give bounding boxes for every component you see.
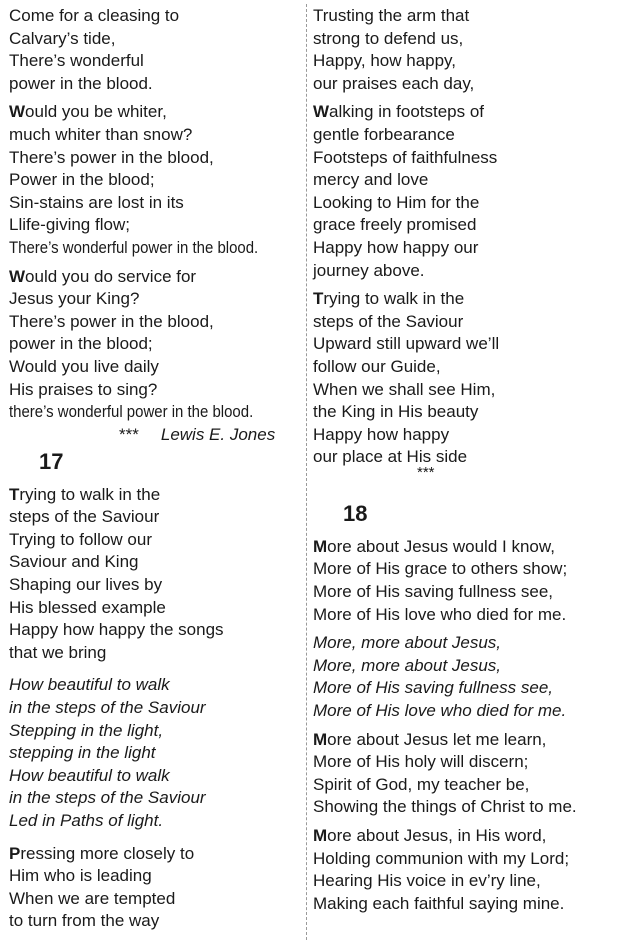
chorus-line: How beautiful to walk [9,675,170,695]
lyric-line: Would you do service for [9,266,197,286]
lyric-line: steps of the Saviour [313,311,464,331]
lyric-line: Would you be whiter, [9,102,167,122]
lyric-line: Him who is leading [9,866,152,886]
lyric-line: Happy how happy our [313,237,479,257]
lyric-line: Happy how happy the songs [9,620,224,640]
stanza [9,484,301,665]
lyric-line: Calvary’s tide, [9,28,116,48]
lyric-line: Showing the things of Christ to me. [313,797,577,817]
lyric-line: Saviour and King [9,552,139,572]
lyric-line: Footsteps of faithfulness [313,147,498,167]
lyric-line: Trying to walk in the [9,484,161,504]
stanza [313,101,618,282]
lyric-line: strong to defend us, [313,28,464,48]
stanza-initial: T [9,484,20,504]
chorus [9,674,301,832]
lyric-line: Would you live daily [9,356,159,376]
stanza-initial: M [313,729,328,749]
lyric-line: There’s wonderful [9,51,144,71]
lyric-line: mercy and love [313,170,429,190]
stanza [313,729,618,819]
lyric-line: There’s power in the blood, [9,147,214,167]
lyric-line: gentle forbearance [313,124,455,144]
stanza-initial: T [313,289,324,309]
author-name: Lewis E. Jones [160,424,276,444]
stanza [313,825,618,915]
lyric-line: More of His holy will discern; [313,752,529,772]
lyric-line: When we shall see Him, [313,379,496,399]
lyric-line: much whiter than snow? [9,124,193,144]
lyric-line: journey above. [313,260,425,280]
stanza-initial: M [313,536,328,556]
lyric-line: our place at His side [313,447,468,467]
lyric-line: There’s wonderful power in the blood. [9,237,259,257]
lyric-line: More of His grace to others show; [313,559,568,579]
lyric-line: Hearing His voice in ev’ry line, [313,871,541,891]
lyric-line: there’s wonderful power in the blood. [9,402,254,422]
hymn-number: 17 [39,448,64,474]
lyric-line: power in the blood; [9,334,153,354]
lyric-line: Spirit of God, my teacher be, [313,774,530,794]
lyric-line: Pressing more closely to [9,843,195,863]
chorus-line: Stepping in the light, [9,720,164,740]
lyric-line: Happy how happy [313,424,450,444]
lyric-line: Come for a cleasing to [9,6,180,25]
lyric-line: follow our Guide, [313,356,441,376]
stanza-initial: W [9,102,26,122]
lyric-line: Happy, how happy, [313,51,457,71]
lyric-line: More of His saving fullness see, [313,582,553,602]
lyric-line: Holding communion with my Lord; [313,848,570,868]
lyric-line: Sin-stains are lost in its [9,192,184,212]
lyric-line: His praises to sing? [9,379,158,399]
chorus [313,632,618,722]
lyric-line: Upward still upward we’ll [313,334,500,354]
stanza-initial: W [9,266,26,286]
hymn-number: 18 [343,500,368,526]
lyric-line: Walking in footsteps of [313,102,485,122]
chorus-line: More, more about Jesus, [313,633,502,653]
chorus-line: Led in Paths of light. [9,811,164,830]
right-column [313,5,618,921]
lyric-line: Llife-giving flow; [9,215,130,235]
separator-stars: *** [119,424,139,444]
lyric-line: that we bring [9,642,107,662]
stanza-initial: P [9,843,21,863]
lyric-line: More about Jesus, in His word, [313,826,547,845]
separator-stars: *** [417,463,435,481]
lyric-line: More about Jesus let me learn, [313,729,547,749]
lyric-line: to turn from the way [9,911,160,931]
lyric-line: More about Jesus would I know, [313,536,555,556]
lyric-line: Jesus your King? [9,289,140,309]
lyric-line: the King in His beauty [313,402,479,422]
lyric-line: More of His love who died for me. [313,604,567,624]
chorus-line: More, more about Jesus, [313,655,502,675]
author-credit [9,424,301,446]
chorus-line: in the steps of the Saviour [9,698,206,718]
lyric-line: Trying to follow our [9,529,152,549]
column-divider [306,4,307,940]
stanza [9,843,301,933]
chorus-line: in the steps of the Saviour [9,788,206,808]
lyric-line: When we are tempted [9,888,176,908]
lyric-line: Power in the blood; [9,170,155,190]
lyric-line: Trying to walk in the [313,289,465,309]
stanza [9,101,301,259]
stanza [9,266,301,424]
stanza [9,5,301,95]
stanza-initial: M [313,826,328,845]
lyric-line: Making each faithful saying mine. [313,893,565,913]
chorus-line: stepping in the light [9,743,156,763]
lyric-line: power in the blood. [9,73,153,93]
chorus-line: How beautiful to walk [9,765,170,785]
lyric-line: Trusting the arm that [313,6,470,25]
left-column [9,5,301,939]
lyric-line: His blessed example [9,597,166,617]
chorus-line: More of His love who died for me. [313,701,567,721]
stanza [313,288,618,469]
lyric-line: Shaping our lives by [9,575,163,595]
lyric-line: grace freely promised [313,215,477,235]
lyric-line: Looking to Him for the [313,192,480,212]
chorus-line: More of His saving fullness see, [313,678,553,698]
stanza [313,536,618,626]
stanza [313,5,618,95]
lyric-line: steps of the Saviour [9,507,160,527]
lyric-line: our praises each day, [313,73,475,93]
lyric-line: There’s power in the blood, [9,311,214,331]
stanza-initial: W [313,102,330,122]
